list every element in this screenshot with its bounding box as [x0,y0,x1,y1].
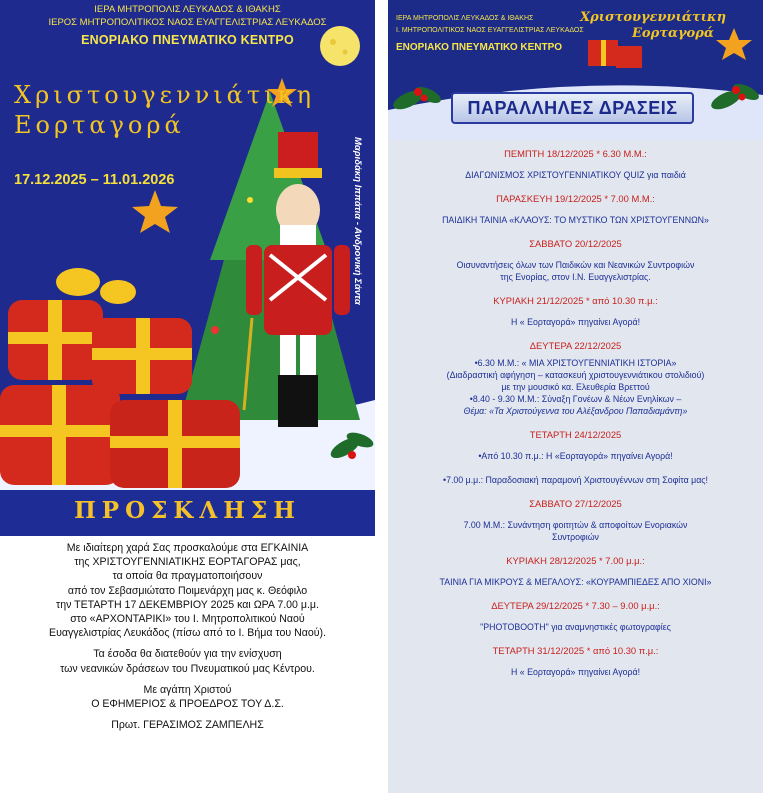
bazaar-title-line1: Χριστουγεννιάτικη [14,81,315,109]
invite-line: την ΤΕΤΑΡΤΗ 17 ΔΕΚΕΜΒΡΙΟΥ 2025 και ΩΡΑ 7.00 μ.μ. [56,598,319,611]
signature-role: Ο ΕΦΗΜΕΡΙΟΣ & ΠΡΟΕΔΡΟΣ ΤΟΥ Δ.Σ. [91,698,284,711]
invite-line: της ΧΡΙΣΤΟΥΓΕΝΝΙΑΤΙΚΗΣ ΕΟΡΤΑΓΟΡΑΣ μας, [74,556,301,569]
event-item [388,340,763,417]
bazaar-dates: 17.12.2025 – 11.01.2026 [14,172,175,188]
event-item [388,555,763,588]
event-date: ΚΥΡΙΑΚΗ 28/12/2025 * 7.00 μ.μ.: [506,555,645,566]
invitation-title: ΠΡΟΣΚΛΗΣΗ [74,497,301,524]
event-line: ΔΙΑΓΩΝΙΣΜΟΣ ΧΡΙΣΤΟΥΓΕΝΝΙΑΤΙΚΟΥ QUIZ για παιδιά [465,170,686,180]
star-icon [132,190,178,233]
invite-line: Με ιδιαίτερη χαρά Σας προσκαλούμε στα ΕΓΚΑΙΝΙΑ [66,542,309,554]
signature-name: Πρωτ. ΓΕΡΑΣΙΜΟΣ ΖΑΜΠΕΛΗΣ [111,719,264,732]
event-line: Συντροφιών [552,532,599,542]
poster-illustration [0,0,375,490]
org-line-2: Ι. ΜΗΤΡΟΠΟΛΙΤΙΚΟΣ ΝΑΟΣ ΕΥΑΓΓΕΛΙΣΤΡΙΑΣ ΛΕΥΚΑΔΟΣ [396,27,584,34]
org-line-3: ΕΝΟΡΙΑΚΟ ΠΝΕΥΜΑΤΙΚΟ ΚΕΝΤΡΟ [81,33,294,47]
event-item [388,498,763,543]
org-line-2: ΙΕΡΟΣ ΜΗΤΡΟΠΟΛΙΤΙΚΟΣ ΝΑΟΣ ΕΥΑΓΓΕΛΙΣΤΡΙΑΣ ΛΕΥΚΑΔΟΣ [48,17,327,28]
event-line: "PHOTOBOOTH" για αναμνηστικές φωτογραφίες [480,622,671,632]
gift-box-icon [616,46,642,68]
event-line: με την μουσικό κα. Ελευθερία Βρεττού [501,382,650,392]
event-line: ΠΑΙΔΙΚΗ ΤΑΙΝΙΑ «ΚΛΑΟΥΣ: ΤΟ ΜΥΣΤΙΚΟ ΤΩΝ ΧΡΙΣΤΟΥΓΕΝΝΩΝ» [442,215,709,225]
invite-line: Ευαγγελιστρίας Λευκάδος (πίσω από το Ι. Βήμα του Ναού). [49,627,326,640]
event-item [388,295,763,328]
event-date: ΣΑΒΒΑΤΟ 27/12/2025 [529,498,622,509]
invite-line: των νεανικών δράσεων του Πνευματικού μας Κέντρου. [60,662,315,675]
event-item [388,429,763,486]
event-item [388,645,763,678]
event-line: ΤΑΙΝΙΑ ΓΙΑ ΜΙΚΡΟΥΣ & ΜΕΓΑΛΟΥΣ: «ΚΟΥΡΑΜΠΙΕΔΕΣ ΑΠΟ ΧΙΟΝΙ» [439,577,712,587]
event-date: ΔΕΥΤΕΡΑ 22/12/2025 [529,340,622,351]
invite-line: από τον Σεβασμιώτατο Ποιμενάρχη μας κ. Θεόφιλο [67,584,308,597]
event-line: •Από 10.30 π.μ.: Η «Εορταγορά» πηγαίνει Αγορά! [478,451,673,461]
invite-line: στο «ΑΡΧΟΝΤΑΡΙΚΙ» του Ι. Μητροπολιτικού Ναού [70,613,305,626]
event-line: 7.00 Μ.Μ.: Συνάντηση φοιτητών & αποφοίτων Ενοριακών [463,520,688,530]
moon-icon [320,26,360,66]
bazaar-title-line2: Εορταγορά [14,111,185,139]
org-line-1: ΙΕΡΑ ΜΗΤΡΟΠΟΛΙΣ ΛΕΥΚΑΔΟΣ & ΙΘΑΚΗΣ [94,4,281,15]
activities-banner: ΠΑΡΑΛΛΗΛΕΣ ΔΡΑΣΕΙΣ [451,92,694,124]
bazaar-title-small [580,10,726,42]
invitation-body [0,541,375,732]
activities-panel [388,0,763,793]
event-item [388,148,763,181]
event-item [388,238,763,283]
event-date: ΠΑΡΑΣΚΕΥΗ 19/12/2025 * 7.00 Μ.Μ.: [496,193,655,204]
artwork-credit: Μαριδάκη Ιππάτια - Ανδρονική Σάντα [352,137,363,305]
event-line: Η « Εορταγορά» πηγαίνει Αγορά! [510,317,641,327]
event-line [388,462,763,474]
event-line: •7.00 μ.μ.: Παραδοσιακή παραμονή Χριστουγέννων στη Σοφίτα μας! [443,475,708,485]
event-date: ΚΥΡΙΑΚΗ 21/12/2025 * από 10.30 π.μ.: [493,295,658,306]
event-date: ΤΕΤΑΡΤΗ 31/12/2025 * από 10.30 π.μ.: [492,645,659,656]
event-item [388,193,763,226]
invite-line: τα οποία θα πραγματοποιήσουν [112,570,263,583]
bazaar-title [14,80,315,140]
org-line-3: ΕΝΟΡΙΑΚΟ ΠΝΕΥΜΑΤΙΚΟ ΚΕΝΤΡΟ [396,42,563,53]
activities-header [388,0,763,140]
event-date: ΣΑΒΒΑΤΟ 20/12/2025 [529,238,622,249]
event-line: •6.30 Μ.Μ.: « ΜΙΑ ΧΡΙΣΤΟΥΓΕΝΝΙΑΤΙΚΗ ΙΣΤΟΡΙΑ» [474,358,677,368]
bazaar-title-line1: Χριστουγεννιάτικη [580,10,727,25]
event-line: •8.40 - 9.30 Μ.Μ.: Σύναξη Γονέων & Νέων Ενηλίκων – [469,394,682,404]
bazaar-title-line2: Εορταγορά [632,26,714,41]
event-line: (Διαδραστική αφήγηση – κατασκευή χριστουγεννιάτικου στολιδιού) [446,370,705,380]
poster-artwork [0,0,375,490]
event-line: Η « Εορταγορά» πηγαίνει Αγορά! [510,667,641,677]
events-list [388,148,763,678]
invite-line: Τα έσοδα θα διατεθούν για την ενίσχυση [93,648,282,661]
event-item [388,600,763,633]
event-date: ΠΕΜΠΤΗ 18/12/2025 * 6.30 Μ.Μ.: [504,148,647,159]
event-line: Οισυναντήσεις όλων των Παιδικών και Νεανικών Συντροφιών [456,260,695,270]
event-date: ΔΕΥΤΕΡΑ 29/12/2025 * 7.30 – 9.00 μ.μ.: [491,600,660,611]
event-line: της Ενορίας, στον Ι.Ν. Ευαγγελιστρίας. [500,272,651,282]
closing-line: Με αγάπη Χριστού [143,683,232,696]
event-date: ΤΕΤΑΡΤΗ 24/12/2025 [529,429,622,440]
invitation-poster [0,0,375,793]
event-line: Θέμα: «Τα Χριστούγεννα του Αλέξανδρου Παπαδιαμάντη» [463,406,688,416]
org-line-1: ΙΕΡΑ ΜΗΤΡΟΠΟΛΙΣ ΛΕΥΚΑΔΟΣ & ΙΘΑΚΗΣ [396,15,534,22]
ribbon-bow-icon [56,268,100,296]
